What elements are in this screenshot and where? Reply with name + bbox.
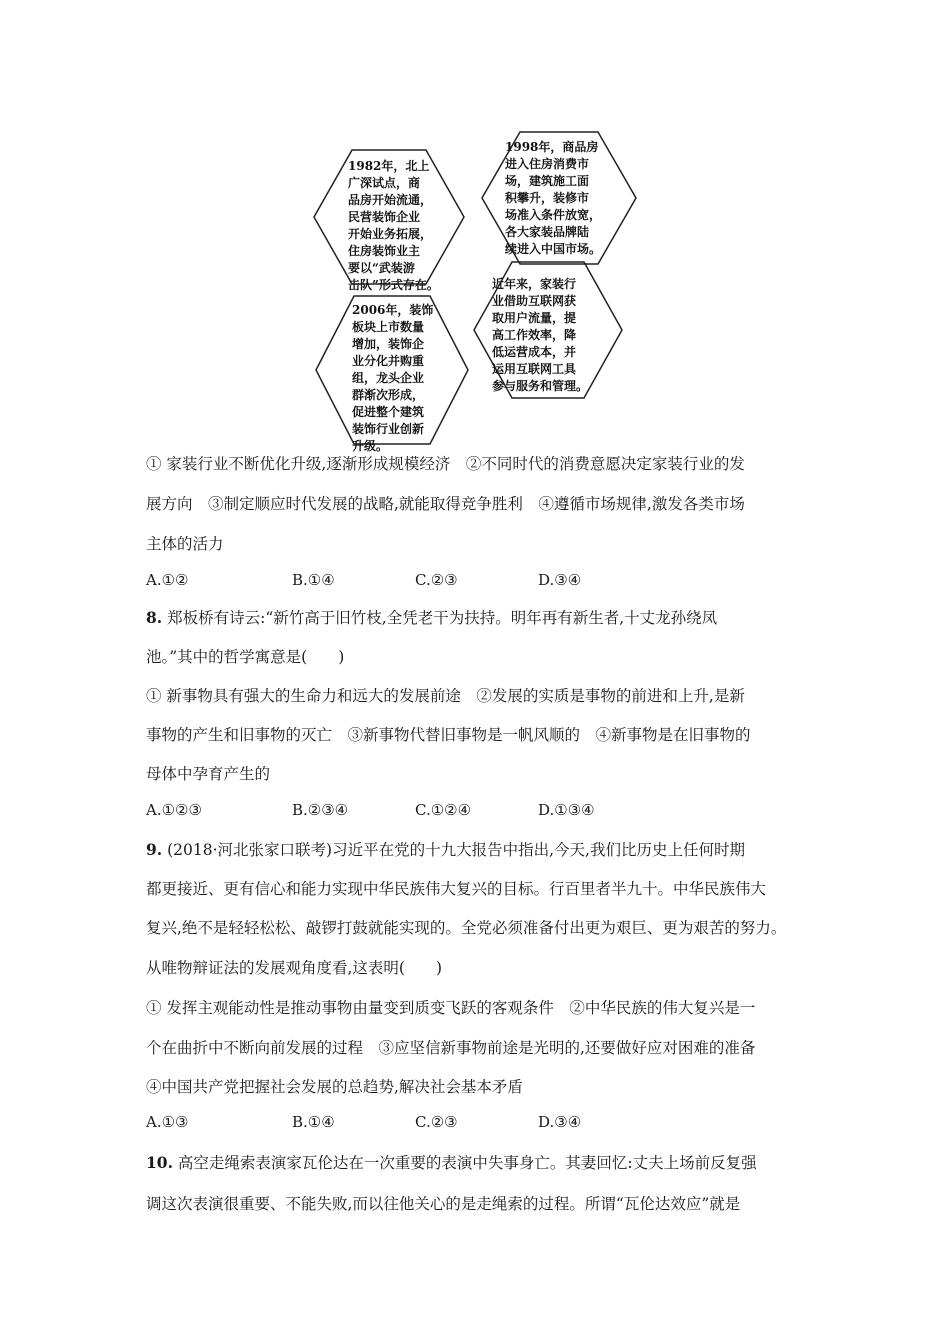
hexagon-recent-text: 近年来，家装行 业借助互联网获 取用户流量，提 高工作效率，降 低运营成本，并 运用互联网工具 参与服务和管理。 <box>492 277 589 393</box>
q8-option-d[interactable]: D.①③④ <box>538 801 595 819</box>
q8-option-b[interactable]: B.②③④ <box>292 801 349 819</box>
q9-stem-line: 都更接近、更有信心和能力实现中华民族伟大复兴的目标。行百里者半九十。中华民族伟大 <box>146 880 767 898</box>
q7-statement-line: 主体的活力 <box>146 535 224 553</box>
hexagon-1998-text: 1998年，商品房 进入住房消费市 场，建筑施工面 积攀升，装修市 场准入条件放宽， 各大家装品牌陆 续进入中国市场。 <box>505 140 602 256</box>
q9-number: 9. <box>146 840 163 859</box>
q10-number: 10. <box>146 1153 173 1172</box>
q9-option-c[interactable]: C.②③ <box>415 1113 458 1131</box>
q7-option-d[interactable]: D.③④ <box>538 571 582 589</box>
q9-statement-line: ① 发挥主观能动性是推动事物由量变到质变飞跃的客观条件 ②中华民族的伟大复兴是一 <box>146 999 756 1017</box>
q9-statement-line: ④中国共产党把握社会发展的总趋势,解决社会基本矛盾 <box>146 1078 523 1096</box>
q9-option-b[interactable]: B.①④ <box>292 1113 335 1131</box>
q10-stem-line: 10. 高空走绳索表演家瓦伦达在一次重要的表演中失事身亡。其妻回忆:丈夫上场前反复强 <box>146 1153 757 1172</box>
q8-statement-line: 事物的产生和旧事物的灭亡 ③新事物代替旧事物是一帆风顺的 ④新事物是在旧事物的 <box>146 726 751 744</box>
q8-stem-line: 8. 郑板桥有诗云:“新竹高于旧竹枝,全凭老干为扶持。明年再有新生者,十丈龙孙绕凤 <box>146 608 718 627</box>
q9-option-d[interactable]: D.③④ <box>538 1113 582 1131</box>
q8-statement-line: 母体中孕育产生的 <box>146 765 271 783</box>
q7-statement-line: ① 家装行业不断优化升级,逐渐形成规模经济 ②不同时代的消费意愿决定家装行业的发 <box>146 455 745 473</box>
q7-statement-line: 展方向 ③制定顺应时代发展的战略,就能取得竞争胜利 ④遵循市场规律,激发各类市场 <box>146 495 745 513</box>
q9-stem-line: 复兴,绝不是轻轻松松、敲锣打鼓就能实现的。全党必须准备付出更为艰巨、更为艰苦的努力。 <box>146 919 787 937</box>
q9-statement-line: 个在曲折中不断向前发展的过程 ③应坚信新事物前途是光明的,还要做好应对困难的准备 <box>146 1039 756 1057</box>
q8-option-c[interactable]: C.①②④ <box>415 801 472 819</box>
q9-stem-line: 从唯物辩证法的发展观角度看,这表明( ) <box>146 959 443 977</box>
q7-option-b[interactable]: B.①④ <box>292 571 335 589</box>
hexagon-1982-text: 1982年，北上 广深试点，商 品房开始流通， 民营装饰企业 开始业务拓展， 住房装饰业主 要以“武装游 击队”形式存在。 <box>348 159 439 292</box>
q7-option-a[interactable]: A.①② <box>146 571 189 589</box>
q9-option-a[interactable]: A.①③ <box>146 1113 189 1131</box>
q8-number: 8. <box>146 608 163 627</box>
q9-stem-line: 9. (2018·河北张家口联考)习近平在党的十九大报告中指出,今天,我们比历史上任何时期 <box>146 840 745 859</box>
q7-option-c[interactable]: C.②③ <box>415 571 458 589</box>
hexagon-2006-text: 2006年，装饰 板块上市数量 增加，装饰企 业分化并购重 组，龙头企业 群渐次形成， 促进整个建筑 装饰行业创新 升级。 <box>352 303 434 453</box>
q10-stem-line: 调这次表演很重要、不能失败,而以往他关心的是走绳索的过程。所谓“瓦伦达效应”就是 <box>146 1195 741 1213</box>
development-history-figure <box>300 112 640 453</box>
q8-option-a[interactable]: A.①②③ <box>146 801 202 819</box>
q8-statement-line: ① 新事物具有强大的生命力和远大的发展前途 ②发展的实质是事物的前进和上升,是新 <box>146 687 745 705</box>
q8-stem-line: 池。”其中的哲学寓意是( ) <box>146 648 345 666</box>
